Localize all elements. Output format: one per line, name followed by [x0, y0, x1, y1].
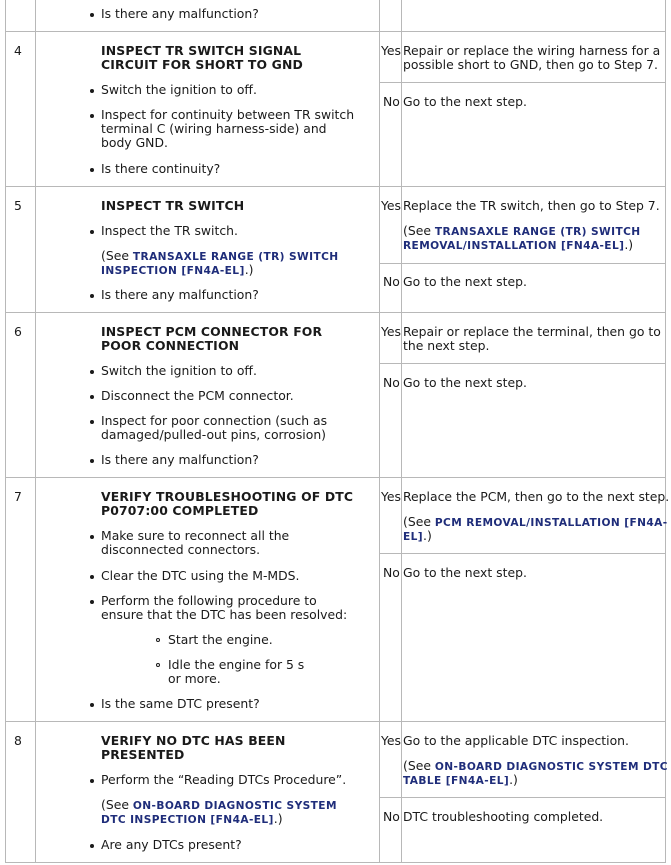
- bullet: [90, 395, 94, 399]
- step-item: Are any DTCs present?: [101, 837, 242, 852]
- step-item: Inspect for poor connection (such as: [101, 413, 328, 428]
- step-title: VERIFY NO DTC HAS BEEN: [101, 733, 286, 748]
- result-action: DTC troubleshooting completed.: [403, 809, 604, 824]
- step-title: INSPECT TR SWITCH: [101, 198, 245, 213]
- see-close: .): [423, 528, 432, 543]
- result-label-no: No: [383, 375, 400, 390]
- see-reference: [403, 529, 432, 545]
- bullet: [90, 600, 94, 604]
- result-label-no: No: [383, 274, 400, 289]
- reference-link[interactable]: TRANSAXLE RANGE (TR) SWITCH: [132, 251, 339, 263]
- sub-bullet: [156, 663, 160, 667]
- result-action: Go to the next step.: [403, 274, 527, 289]
- see-open: (See: [101, 248, 133, 263]
- bullet: [90, 459, 94, 463]
- reference-link[interactable]: EL]: [403, 531, 424, 543]
- step-item: Perform the following procedure to: [101, 593, 317, 608]
- see-reference: [101, 812, 283, 828]
- step-title: INSPECT PCM CONNECTOR FOR: [101, 324, 323, 339]
- table-border-left: [5, 0, 6, 863]
- reference-link[interactable]: PCM REMOVAL/INSTALLATION [FN4A-: [434, 517, 668, 529]
- result-action: Go to the applicable DTC inspection.: [403, 733, 629, 748]
- see-reference: [403, 515, 668, 531]
- sub-bullet: [156, 638, 160, 642]
- row-divider: [5, 721, 666, 722]
- step-item: Clear the DTC using the M-MDS.: [101, 568, 300, 583]
- step-title: POOR CONNECTION: [101, 338, 240, 353]
- result-label-no: No: [383, 565, 400, 580]
- step-item: Is the same DTC present?: [101, 696, 260, 711]
- result-action: Replace the PCM, then go to the next step.: [403, 489, 670, 504]
- step-item: damaged/pulled-out pins, corrosion): [101, 427, 327, 442]
- table-border-bottom: [5, 862, 666, 863]
- column-divider-result: [379, 0, 380, 863]
- row-divider: [5, 31, 666, 32]
- step-item: ensure that the DTC has been resolved:: [101, 607, 348, 622]
- result-label-no: No: [383, 94, 400, 109]
- step-item: Make sure to reconnect all the: [101, 528, 290, 543]
- result-divider: [379, 263, 666, 264]
- reference-link[interactable]: DTC INSPECTION [FN4A-EL]: [101, 814, 274, 826]
- step-item: Inspect the TR switch.: [101, 223, 238, 238]
- step-number: 6: [14, 324, 22, 339]
- step-item: Is there continuity?: [101, 161, 221, 176]
- result-divider: [379, 553, 666, 554]
- result-action: possible short to GND, then go to Step 7.: [403, 57, 658, 72]
- step-item: Switch the ignition to off.: [101, 82, 257, 97]
- step-item: Is there any malfunction?: [101, 287, 259, 302]
- step-subitem: or more.: [168, 671, 221, 686]
- result-divider: [379, 797, 666, 798]
- step-number: 4: [14, 43, 22, 58]
- result-action: Go to the next step.: [403, 375, 527, 390]
- step-number: 7: [14, 489, 22, 504]
- step-title: INSPECT TR SWITCH SIGNAL: [101, 43, 302, 58]
- reference-link[interactable]: TABLE [FN4A-EL]: [403, 775, 510, 787]
- result-label-yes: Yes: [381, 733, 402, 748]
- bullet: [90, 370, 94, 374]
- row-divider: [5, 477, 666, 478]
- result-label-yes: Yes: [381, 489, 402, 504]
- see-close: .): [244, 262, 254, 277]
- see-open: (See: [403, 514, 435, 529]
- see-close: .): [509, 772, 518, 787]
- table-border-right: [665, 0, 666, 863]
- see-open: (See: [403, 223, 435, 238]
- column-divider-step: [35, 0, 36, 863]
- result-label-yes: Yes: [381, 43, 402, 58]
- result-action: Go to the next step.: [403, 565, 527, 580]
- see-open: (See: [101, 797, 133, 812]
- step-item: terminal C (wiring harness-side) and: [101, 121, 327, 136]
- bullet: [90, 535, 94, 539]
- bullet: [90, 294, 94, 298]
- step-subitem: Idle the engine for 5 s: [168, 657, 305, 672]
- reference-link[interactable]: TRANSAXLE RANGE (TR) SWITCH: [434, 226, 641, 238]
- see-open: (See: [403, 758, 435, 773]
- step-item: body GND.: [101, 135, 168, 150]
- step-item: disconnected connectors.: [101, 542, 261, 557]
- bullet: [90, 575, 94, 579]
- bullet: [90, 89, 94, 93]
- result-action: Repair or replace the terminal, then go to: [403, 324, 661, 339]
- see-reference: [101, 263, 253, 279]
- bullet: [90, 779, 94, 783]
- step-number: 8: [14, 733, 22, 748]
- see-reference: [403, 238, 633, 254]
- row-divider: [5, 312, 666, 313]
- step-title: VERIFY TROUBLESHOOTING OF DTC: [101, 489, 354, 504]
- reference-link[interactable]: ON-BOARD DIAGNOSTIC SYSTEM DTC: [434, 761, 668, 773]
- step-item: Is there any malfunction?: [101, 6, 259, 21]
- see-close: .): [273, 811, 283, 826]
- step-item: Is there any malfunction?: [101, 452, 259, 467]
- step-number: 5: [14, 198, 22, 213]
- bullet: [90, 168, 94, 172]
- bullet: [90, 844, 94, 848]
- result-action: the next step.: [403, 338, 490, 353]
- step-title: CIRCUIT FOR SHORT TO GND: [101, 57, 303, 72]
- step-item: Switch the ignition to off.: [101, 363, 257, 378]
- result-action: Repair or replace the wiring harness for a: [403, 43, 661, 58]
- see-close: .): [624, 237, 634, 252]
- row-divider: [5, 186, 666, 187]
- reference-link[interactable]: INSPECTION [FN4A-EL]: [101, 265, 245, 277]
- result-action: Go to the next step.: [403, 94, 527, 109]
- step-title: PRESENTED: [101, 747, 185, 762]
- bullet: [90, 420, 94, 424]
- result-divider: [379, 363, 666, 364]
- bullet: [90, 230, 94, 234]
- result-label-yes: Yes: [381, 324, 402, 339]
- reference-link[interactable]: REMOVAL/INSTALLATION [FN4A-EL]: [403, 240, 625, 252]
- column-divider-action: [401, 0, 402, 863]
- bullet: [90, 114, 94, 118]
- step-item: Perform the “Reading DTCs Procedure”.: [101, 772, 347, 787]
- result-label-no: No: [383, 809, 400, 824]
- result-action: Replace the TR switch, then go to Step 7.: [403, 198, 660, 213]
- result-divider: [379, 82, 666, 83]
- step-item: Inspect for continuity between TR switch: [101, 107, 355, 122]
- reference-link[interactable]: ON-BOARD DIAGNOSTIC SYSTEM: [132, 800, 337, 812]
- bullet: [90, 703, 94, 707]
- see-reference: [403, 773, 518, 789]
- step-item: Disconnect the PCM connector.: [101, 388, 294, 403]
- step-subitem: Start the engine.: [168, 632, 273, 647]
- result-label-yes: Yes: [381, 198, 402, 213]
- step-title: P0707:00 COMPLETED: [101, 503, 259, 518]
- bullet: [90, 13, 94, 17]
